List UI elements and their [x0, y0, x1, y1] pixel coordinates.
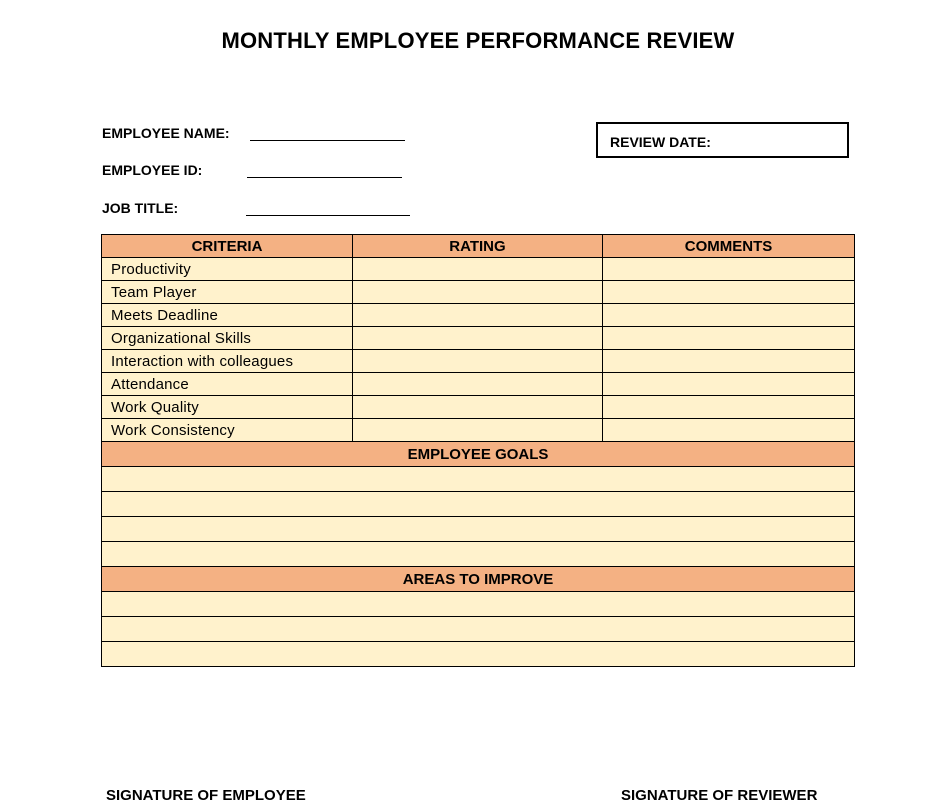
- comments-cell[interactable]: [603, 419, 855, 442]
- rating-cell[interactable]: [353, 304, 603, 327]
- rating-cell[interactable]: [353, 373, 603, 396]
- rating-header: RATING: [353, 235, 603, 258]
- criteria-header: CRITERIA: [102, 235, 353, 258]
- rating-cell[interactable]: [353, 258, 603, 281]
- improve-entry-cell[interactable]: [102, 592, 855, 617]
- reviewer-signature-label: SIGNATURE OF REVIEWER: [621, 787, 818, 804]
- employee-goals-header-row: [102, 442, 855, 467]
- rating-cell[interactable]: [353, 281, 603, 304]
- comments-cell[interactable]: [603, 281, 855, 304]
- table-row: [102, 350, 855, 373]
- employee-id-line[interactable]: [247, 177, 402, 178]
- criteria-cell: Work Consistency: [102, 419, 353, 442]
- table-row: [102, 419, 855, 442]
- criteria-cell: Attendance: [102, 373, 353, 396]
- goal-entry-cell[interactable]: [102, 542, 855, 567]
- rating-cell[interactable]: [353, 327, 603, 350]
- performance-table: [101, 234, 855, 667]
- table-row: [102, 258, 855, 281]
- goal-row: [102, 542, 855, 567]
- employee-signature-label: SIGNATURE OF EMPLOYEE: [106, 787, 306, 804]
- improve-entry-cell[interactable]: [102, 642, 855, 667]
- review-date-box[interactable]: [596, 122, 849, 158]
- comments-header: COMMENTS: [603, 235, 855, 258]
- improve-row: [102, 642, 855, 667]
- goal-entry-cell[interactable]: [102, 492, 855, 517]
- criteria-cell: Productivity: [102, 258, 353, 281]
- criteria-cell: Organizational Skills: [102, 327, 353, 350]
- rating-cell[interactable]: [353, 419, 603, 442]
- comments-cell[interactable]: [603, 350, 855, 373]
- goal-row: [102, 467, 855, 492]
- review-date-label: REVIEW DATE:: [610, 134, 711, 150]
- goal-entry-cell[interactable]: [102, 467, 855, 492]
- employee-id-label: EMPLOYEE ID:: [102, 162, 203, 178]
- table-row: [102, 304, 855, 327]
- criteria-cell: Work Quality: [102, 396, 353, 419]
- page-title: MONTHLY EMPLOYEE PERFORMANCE REVIEW: [221, 28, 735, 53]
- criteria-cell: Team Player: [102, 281, 353, 304]
- improve-row: [102, 592, 855, 617]
- areas-to-improve-header-row: [102, 567, 855, 592]
- goal-row: [102, 517, 855, 542]
- criteria-cell: Interaction with colleagues: [102, 350, 353, 373]
- table-row: [102, 396, 855, 419]
- comments-cell[interactable]: [603, 304, 855, 327]
- areas-to-improve-heading: AREAS TO IMPROVE: [102, 567, 855, 592]
- table-header-row: [102, 235, 855, 258]
- job-title-line[interactable]: [246, 215, 410, 216]
- improve-entry-cell[interactable]: [102, 617, 855, 642]
- employee-name-line[interactable]: [250, 140, 405, 141]
- table-row: [102, 373, 855, 396]
- goal-row: [102, 492, 855, 517]
- goal-entry-cell[interactable]: [102, 517, 855, 542]
- table-row: [102, 281, 855, 304]
- rating-cell[interactable]: [353, 396, 603, 419]
- rating-cell[interactable]: [353, 350, 603, 373]
- criteria-cell: Meets Deadline: [102, 304, 353, 327]
- employee-name-label: EMPLOYEE NAME:: [102, 125, 230, 141]
- job-title-label: JOB TITLE:: [102, 200, 179, 216]
- table-row: [102, 327, 855, 350]
- comments-cell[interactable]: [603, 327, 855, 350]
- comments-cell[interactable]: [603, 258, 855, 281]
- comments-cell[interactable]: [603, 396, 855, 419]
- comments-cell[interactable]: [603, 373, 855, 396]
- employee-goals-heading: EMPLOYEE GOALS: [102, 442, 855, 467]
- improve-row: [102, 617, 855, 642]
